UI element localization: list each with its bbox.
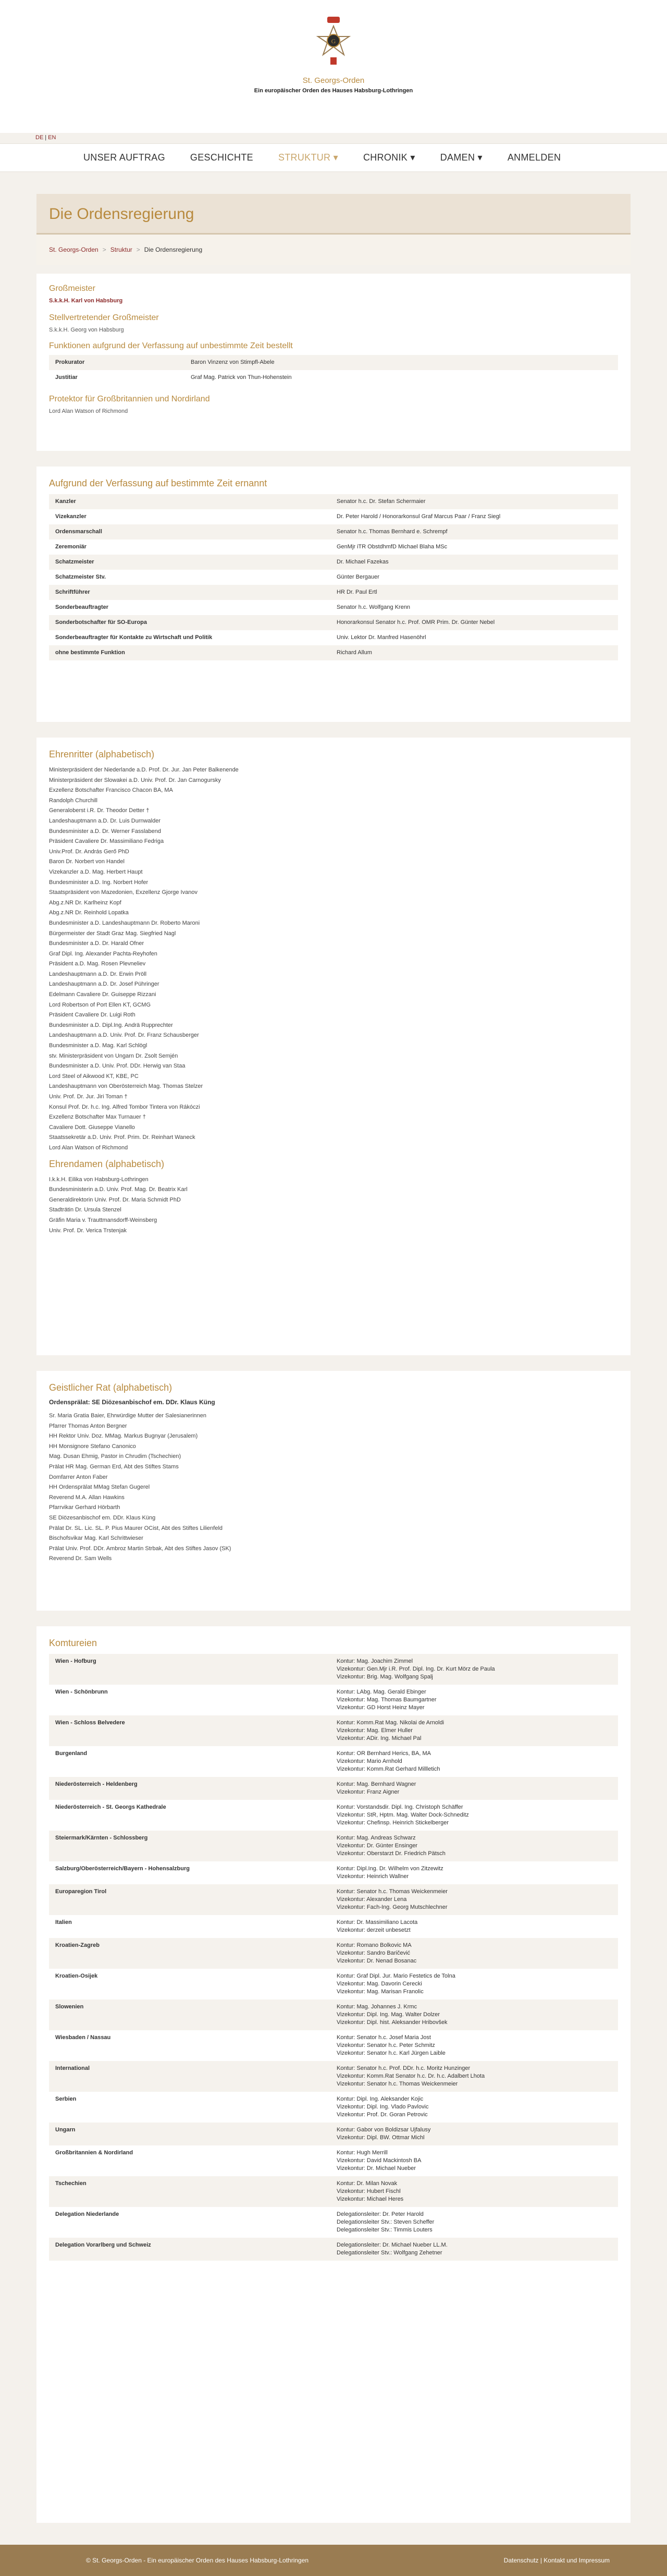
member-line: Kontur: LAbg. Mag. Gerald Ebinger [337, 1689, 426, 1695]
ordensprälat-line: Ordensprälat: SE Diözesanbischof em. DDr. Klaus Küng [49, 1399, 215, 1406]
komturei-name: Wien - Schloss Belvedere [49, 1715, 330, 1746]
list-item: Reverend Dr. Sam Wells [49, 1555, 112, 1562]
list-item: Bischofsvikar Mag. Karl Schrittwieser [49, 1535, 143, 1542]
list-item: Präsident Cavaliere Dr. Massimiliano Fedriga [49, 838, 164, 845]
table-row [49, 524, 618, 539]
member-line: Kontur: Mag. Joachim Zimmel [337, 1658, 413, 1664]
verfassung-section [36, 467, 631, 722]
komturei-members [330, 1969, 618, 2000]
table-row [49, 2092, 618, 2123]
list-item: stv. Ministerpräsident von Ungarn Dr. Zsolt Semjén [49, 1052, 178, 1059]
list-item: Vizekanzler a.D. Mag. Herbert Haupt [49, 868, 143, 875]
role-holder: Senator h.c. Thomas Bernhard e. Schrempf [330, 524, 618, 539]
list-item: Präsident Cavaliere Dr. Luigi Roth [49, 1012, 135, 1019]
table-row [49, 2030, 618, 2061]
functions-table [49, 355, 618, 385]
table-row [49, 2061, 618, 2092]
member-line: Delegationsleiter Stv.: Wolfgang Zehetner [337, 2250, 442, 2256]
table-row [49, 1715, 618, 1746]
list-item: Generaloberst i.R. Dr. Theodor Detter † [49, 807, 150, 814]
list-item: Lord Alan Watson of Richmond [49, 1144, 128, 1151]
geistlich-list [49, 1411, 618, 1564]
member-line: Vizekontur: Komm.Rat Senator h.c. Dr. h.c. Adalbert Lhota [337, 2073, 485, 2079]
member-line: Vizekontur: Mario Arnhold [337, 1758, 402, 1764]
komtureien-section [36, 1626, 631, 2523]
komturei-name: Großbritannien & Nordirland [55, 2150, 133, 2156]
geistlich-section [36, 1371, 631, 1611]
list-item: Domfarrer Anton Faber [49, 1474, 108, 1480]
member-line: Vizekontur: Brig. Mag. Wolfgang Spalj [337, 1674, 433, 1680]
list-item: I.k.k.H. Eilika von Habsburg-Lothringen [49, 1176, 149, 1183]
table-row [49, 1938, 618, 1969]
member-line: Kontur: Vorstandsdir. Dipl. Ing. Christoph Schäffer [337, 1804, 463, 1810]
role-label: Ordensmarschall [49, 524, 330, 539]
komturei-members [330, 2030, 618, 2061]
member-line: Kontur: Komm.Rat Mag. Nikolai de Arnoldi [337, 1720, 444, 1726]
list-item: Mag. Dusan Ehmig, Pastor in Chrudim (Tschechien) [49, 1453, 181, 1460]
list-item: Graf Dipl. Ing. Alexander Pachta-Reyhofen [49, 950, 157, 957]
member-line: Vizekontur: Dr. Günter Ensinger [337, 1843, 418, 1849]
list-item: Bundesministerin a.D. Univ. Prof. Mag. Dr. Beatrix Karl [49, 1186, 188, 1193]
table-row [49, 1654, 618, 1685]
grossmeister-heading: Großmeister [49, 284, 95, 293]
table-row [49, 555, 618, 570]
order-crest-logo[interactable] [307, 16, 360, 68]
member-line: Vizekontur: Dipl. Ing. Mag. Walter Dolzer [337, 2011, 440, 2018]
role-label: Justitiar [55, 374, 78, 381]
verfassung-table [49, 494, 618, 660]
komturei-name: International [49, 2061, 330, 2092]
member-line: Vizekontur: Mag. Elmer Huller [337, 1727, 413, 1734]
komturei-members [330, 2092, 618, 2123]
list-item: Lord Steel of Aikwood KT, KBE, PC [49, 1073, 139, 1080]
komturei-members [330, 2145, 618, 2176]
list-item: Landeshauptmann a.D. Dr. Luis Durnwalder [49, 817, 161, 824]
table-row [49, 2145, 618, 2176]
table-row [49, 1685, 618, 1715]
komturei-name: Delegation Vorarlberg und Schweiz [49, 2238, 330, 2261]
komturei-name: Steiermark/Kärnten - Schlossberg [49, 1831, 330, 1861]
member-line: Delegationsleiter Stv.: Steven Scheffer [337, 2219, 435, 2225]
table-row [49, 2000, 618, 2030]
komturei-name: Wien - Hofburg [49, 1654, 330, 1685]
table-row [49, 570, 618, 585]
role-label: Schatzmeister Stv. [55, 574, 106, 580]
list-item: Univ. Prof. Dr. Jur. Jiri Toman † [49, 1094, 128, 1100]
table-row [49, 615, 618, 630]
list-item: HH Ordensprälat MMag Stefan Gugerel [49, 1484, 150, 1491]
language-switcher [35, 134, 57, 141]
role-label: Schriftführer [49, 585, 330, 600]
member-line: Vizekontur: derzeit unbesetzt [337, 1927, 411, 1933]
lang-en-link[interactable]: EN [48, 134, 56, 141]
list-item: Cavaliere Dott. Giuseppe Vianello [49, 1124, 135, 1131]
deputy-name: S.k.k.H. Georg von Habsburg [49, 327, 124, 333]
list-item: HH Rektor Univ. Doz. MMag. Markus Bugnyar (Jerusalem) [49, 1433, 198, 1440]
member-line: Vizekontur: Sandro Baričević [337, 1950, 411, 1956]
footer-copyright: © St. Georgs-Orden - Ein europäischer Orden des Hauses Habsburg-Lothringen [86, 2557, 309, 2564]
member-line: Vizekontur: Franz Aigner [337, 1789, 400, 1795]
member-line: Delegationsleiter Stv.: Timmis Louters [337, 2227, 433, 2233]
komturei-name: Niederösterreich - Heldenberg [49, 1777, 330, 1800]
table-row [49, 494, 618, 509]
member-line: Vizekontur: Fach-Ing. Georg Mutschlechner [337, 1904, 448, 1910]
lang-de-link[interactable]: DE [35, 134, 44, 141]
komturei-members [330, 1800, 618, 1831]
member-line: Vizekontur: Senator h.c. Peter Schmitz [337, 2042, 435, 2048]
komturei-name: Salzburg/Oberösterreich/Bayern - Hohensalzburg [55, 1866, 190, 1872]
role-holder: Dr. Peter Harold / Honorarkonsul Graf Marcus Paar / Franz Siegl [337, 513, 501, 520]
list-item: Generaldirektorin Univ. Prof. Dr. Maria Schmidt PhD [49, 1196, 181, 1203]
member-line: Vizekontur: Hubert Fischl [337, 2188, 401, 2194]
list-item: Exzellenz Botschafter Max Turnauer † [49, 1114, 146, 1121]
role-label: Prokurator [49, 355, 184, 370]
komturei-name: Europaregion Tirol [49, 1884, 330, 1915]
member-line: Kontur: Graf Dipl. Jur. Mario Festetics de Tolna [337, 1973, 455, 1979]
nav-item[interactable]: CHRONIK ▾ [363, 152, 415, 163]
table-row [49, 585, 618, 600]
member-line: Vizekontur: Heinrich Wallner [337, 1873, 409, 1880]
member-line: Vizekontur: Senator h.c. Thomas Weickenmeier [337, 2081, 458, 2087]
verfassung-heading: Aufgrund der Verfassung auf bestimmte Zeit ernannt [49, 478, 267, 488]
lang-separator: | [45, 134, 47, 141]
list-item: Ministerpräsident der Slowakei a.D. Univ. Prof. Dr. Jan Carnogursky [49, 777, 221, 783]
protector-heading: Protektor für Großbritannien und Nordirland [49, 395, 210, 403]
role-label: Sonderbotschafter für SO-Europa [49, 615, 330, 630]
role-holder: Senator h.c. Dr. Stefan Schermaier [330, 494, 618, 509]
member-line: Vizekontur: Dipl. Ing. Vlado Pavlovic [337, 2104, 429, 2110]
komturei-members [330, 1715, 618, 1746]
member-line: Vizekontur: Dipl. BW. Ottmar Michl [337, 2135, 425, 2141]
komturei-name: Ungarn [49, 2123, 330, 2145]
member-line: Kontur: Dipl. Ing. Aleksander Kojic [337, 2096, 424, 2102]
komturei-name: Wiesbaden / Nassau [55, 2034, 111, 2041]
table-row [49, 2176, 618, 2207]
table-row [49, 539, 618, 555]
member-line: Vizekontur: Chefinsp. Heinrich Stickelberger [337, 1820, 449, 1826]
list-item: Staatssekretär a.D. Univ. Prof. Prim. Dr. Reinhart Waneck [49, 1134, 195, 1141]
table-row [49, 600, 618, 615]
komturei-name: Delegation Niederlande [55, 2211, 119, 2217]
member-line: Vizekontur: Alexander Lena [337, 1896, 407, 1903]
member-line: Kontur: Senator h.c. Prof. DDr. h.c. Moritz Hunzinger [337, 2065, 471, 2071]
role-label: Schatzmeister [49, 555, 330, 570]
member-line: Kontur: OR Bernhard Herics, BA, MA [337, 1750, 431, 1757]
grossmeister-name: S.k.k.H. Karl von Habsburg [49, 298, 123, 304]
list-item: Prälat Dr. SL. Lic. SL. P. Pius Maurer OCist, Abt des Stiftes Lilienfeld [49, 1525, 223, 1531]
list-item: Univ.Prof. Dr. András Gerő PhD [49, 848, 129, 855]
komturei-name: Tschechien [49, 2176, 330, 2207]
list-item: Pfarrer Thomas Anton Bergner [49, 1422, 127, 1429]
breadcrumb-home[interactable]: St. Georgs-Orden [49, 246, 98, 253]
list-item: Bundesminister a.D. Dipl.Ing. Andrä Rupprechter [49, 1022, 173, 1028]
functions-heading: Funktionen aufgrund der Verfassung auf unbestimmte Zeit bestellt [49, 341, 293, 350]
nav-item[interactable]: ANMELDEN [507, 152, 561, 163]
komturei-name: Slowenien [49, 2000, 330, 2030]
komturei-members [330, 2000, 618, 2030]
komturei-members [330, 2061, 618, 2092]
komturei-name: Kroatien-Osijek [55, 1973, 98, 1979]
member-line: Delegationsleiter: Dr. Michael Nueber LL.M. [337, 2242, 448, 2248]
nav-item[interactable]: UNSER AUFTRAG [83, 152, 165, 163]
komtureien-heading: Komtureien [49, 1638, 97, 1648]
komturei-members [330, 2176, 618, 2207]
list-item: Exzellenz Botschafter Francisco Chacon BA, MA [49, 787, 173, 794]
list-item: Gräfin Maria v. Trauttmansdorff-Weinsberg [49, 1217, 157, 1223]
member-line: Vizekontur: GD Horst Heinz Mayer [337, 1704, 425, 1711]
list-item: Abg.z.NR Dr. Reinhold Lopatka [49, 910, 129, 916]
member-line: Kontur: Hugh Merrill [337, 2150, 388, 2156]
role-holder: Graf Mag. Patrick von Thun-Hohenstein [191, 374, 292, 381]
list-item: Staatspräsident von Mazedonien, Exzellenz Gjorge Ivanov [49, 889, 197, 896]
role-label: Sonderbeauftragter für Kontakte zu Wirtschaft und Politik [55, 634, 213, 641]
member-line: Vizekontur: Senator h.c. Karl Jürgen Laible [337, 2050, 446, 2056]
table-row [49, 1969, 618, 2000]
role-holder: Günter Bergauer [337, 574, 379, 580]
komturei-name: Serbien [55, 2096, 77, 2102]
table-row [49, 1800, 618, 1831]
member-line: Kontur: Mag. Bernhard Wagner [337, 1781, 416, 1787]
list-item: Pfarrvikar Gerhard Hörbarth [49, 1504, 120, 1511]
nav-item[interactable]: STRUKTUR ▾ [278, 152, 338, 163]
komturei-members [330, 1915, 618, 1938]
svg-text:G: G [331, 38, 336, 45]
role-label: Sonderbeauftragter [55, 604, 109, 610]
list-item: SE Diözesanbischof em. DDr. Klaus Küng [49, 1514, 156, 1521]
page-title: Die Ordensregierung [36, 194, 631, 235]
komturei-name: Wien - Schönbrunn [55, 1689, 108, 1695]
protector-name: Lord Alan Watson of Richmond [49, 408, 128, 414]
member-line: Vizekontur: Prof. Dr. Goran Petrovic [337, 2112, 428, 2118]
ehrendamen-list [49, 1175, 618, 1236]
member-line: Vizekontur: Michael Heres [337, 2196, 404, 2202]
main-navigation [0, 143, 667, 172]
list-item: Abg.z.NR Dr. Karlheinz Kopf [49, 899, 121, 906]
breadcrumb-struktur[interactable]: Struktur [110, 246, 132, 253]
breadcrumb-current: Die Ordensregierung [144, 246, 203, 253]
komturei-members [330, 2123, 618, 2145]
member-line: Vizekontur: Dr. Nenad Bosanac [337, 1958, 417, 1964]
site-subtitle: Ein europäischer Orden des Hauses Habsburg-Lothringen [254, 88, 413, 94]
komturei-members [330, 1938, 618, 1969]
member-line: Vizekontur: Komm.Rat Gerhard Millletich [337, 1766, 440, 1772]
list-item: Konsul Prof. Dr. h.c. Ing. Alfred Tombor Tintera von Rákóczi [49, 1103, 200, 1110]
komturei-members [330, 1831, 618, 1861]
ehrenritter-heading: Ehrenritter (alphabetisch) [49, 749, 155, 759]
table-row [49, 1884, 618, 1915]
ehrendamen-heading: Ehrendamen (alphabetisch) [49, 1158, 165, 1169]
list-item: Ministerpräsident der Niederlande a.D. Prof. Dr. Jur. Jan Peter Balkenende [49, 767, 239, 773]
role-holder: Senator h.c. Wolfgang Krenn [337, 604, 411, 610]
member-line: Kontur: Mag. Andreas Schwarz [337, 1835, 416, 1841]
komturei-members [330, 1884, 618, 1915]
list-item: Landeshauptmann a.D. Univ. Prof. Dr. Franz Schausberger [49, 1032, 199, 1039]
nav-item[interactable]: DAMEN ▾ [440, 152, 483, 163]
table-row [49, 370, 618, 385]
role-label: ohne bestimmte Funktion [49, 645, 330, 660]
list-item: Bundesminister a.D. Dr. Werner Fasslabend [49, 828, 161, 835]
list-item: Landeshauptmann a.D. Dr. Erwin Pröll [49, 971, 147, 977]
table-row [49, 1746, 618, 1777]
member-line: Vizekontur: StR, Hptm. Mag. Walter Dock-Schneditz [337, 1812, 469, 1818]
geistlich-heading: Geistlicher Rat (alphabetisch) [49, 1382, 172, 1393]
member-line: Vizekontur: Gen.Mjr i.R. Prof. Dipl. Ing. Dr. Kurt Mörz de Paula [337, 1666, 495, 1672]
list-item: Lord Robertson of Port Ellen KT, GCMG [49, 1001, 151, 1008]
member-line: Vizekontur: Oberstarzt Dr. Friedrich Pätsch [337, 1850, 446, 1857]
site-title[interactable]: St. Georgs-Orden [302, 76, 365, 85]
table-row [49, 509, 618, 524]
role-holder: Baron Vinzenz von Stimpfl-Abele [184, 355, 618, 370]
table-row [49, 1861, 618, 1884]
list-item: Prälat Univ. Prof. DDr. Ambroz Martin Strbak, Abt des Stiftes Jasov (SK) [49, 1545, 231, 1552]
nav-item[interactable]: GESCHICHTE [190, 152, 253, 163]
member-line: Delegationsleiter: Dr. Peter Harold [337, 2211, 424, 2217]
role-holder: Honorarkonsul Senator h.c. Prof. OMR Prim. Dr. Günter Nebel [330, 615, 618, 630]
role-holder: GenMjr iTR ObstdhmfD Michael Blaha MSc [337, 544, 448, 550]
breadcrumb-separator: > [102, 246, 106, 253]
list-item: Bürgermeister der Stadt Graz Mag. Siegfried Nagl [49, 930, 176, 937]
breadcrumb [36, 235, 631, 265]
footer-links[interactable]: Datenschutz | Kontakt und Impressum [503, 2557, 610, 2564]
komturei-members [330, 1777, 618, 1800]
member-line: Kontur: Mag. Johannes J. Krmc [337, 2004, 417, 2010]
role-holder: Univ. Lektor Dr. Manfred Hasenöhrl [337, 634, 426, 641]
list-item: Edelmann Cavaliere Dr. Guiseppe Rizzani [49, 991, 156, 998]
member-line: Vizekontur: David Mackintosh BA [337, 2157, 422, 2164]
list-item: HH Monsignore Stefano Canonico [49, 1443, 136, 1450]
komturei-members [330, 1685, 618, 1715]
table-row [49, 1777, 618, 1800]
role-label: Kanzler [49, 494, 330, 509]
member-line: Kontur: Dr. Massimiliano Lacota [337, 1919, 418, 1925]
list-item: Baron Dr. Norbert von Handel [49, 858, 125, 865]
list-item: Reverend M.A. Allan Hawkins [49, 1494, 125, 1501]
member-line: Kontur: Dipl.Ing. Dr. Wilhelm von Zitzewitz [337, 1866, 443, 1872]
member-line: Vizekontur: Dipl. hist. Aleksander Hribovšek [337, 2019, 448, 2026]
list-item: Bundesminister a.D. Ing. Norbert Hofer [49, 879, 149, 886]
list-item: Bundesminister a.D. Univ. Prof. DDr. Herwig van Staa [49, 1063, 186, 1070]
list-item: Bundesminister a.D. Mag. Karl Schlögl [49, 1042, 147, 1049]
member-line: Kontur: Gabor von Boldizsar Ujfalusy [337, 2127, 431, 2133]
member-line: Vizekontur: Mag. Marisan Franolic [337, 1989, 424, 1995]
komturei-members [330, 1746, 618, 1777]
table-row [49, 645, 618, 660]
komturei-name: Kroatien-Zagreb [49, 1938, 330, 1969]
member-line: Kontur: Senator h.c. Josef Maria Jost [337, 2034, 431, 2041]
komturei-members [330, 1861, 618, 1884]
list-item: Prälat HR Mag. German Erd, Abt des Stiftes Stams [49, 1463, 179, 1470]
list-item: Stadträtin Dr. Ursula Stenzel [49, 1207, 121, 1213]
komturei-members [330, 2238, 618, 2261]
table-row [49, 355, 618, 370]
komturei-name: Italien [55, 1919, 72, 1925]
list-item: Univ. Prof. Dr. Verica Trstenjak [49, 1227, 127, 1234]
member-line: Vizekontur: Mag. Thomas Baumgartner [337, 1697, 437, 1703]
table-row [49, 1915, 618, 1938]
ehren-section [36, 738, 631, 1355]
ehrenritter-list [49, 765, 618, 1154]
list-item: Landeshauptmann a.D. Dr. Josef Pühringer [49, 981, 159, 988]
member-line: Kontur: Dr. Milan Novak [337, 2180, 398, 2187]
member-line: Kontur: Senator h.c. Thomas Weickenmeier [337, 1888, 448, 1895]
komturei-members [330, 1654, 618, 1685]
role-label: Vizekanzler [55, 513, 87, 520]
list-item: Randolph Churchill [49, 797, 97, 804]
role-holder: Richard Allum [330, 645, 618, 660]
grossmeister-section [36, 274, 631, 451]
deputy-heading: Stellvertretender Großmeister [49, 313, 159, 322]
list-item: Landeshauptmann von Oberösterreich Mag. Thomas Stelzer [49, 1083, 203, 1090]
list-item: Bundesminister a.D. Landeshauptmann Dr. Roberto Maroni [49, 919, 200, 926]
komtureien-table [49, 1654, 618, 2261]
komturei-name: Burgenland [55, 1750, 88, 1757]
list-item: Bundesminister a.D. Dr. Harald Ofner [49, 940, 144, 947]
member-line: Kontur: Romano Bolkovic MA [337, 1942, 412, 1948]
site-footer [0, 2545, 667, 2576]
role-holder: HR Dr. Paul Ertl [330, 585, 618, 600]
role-label: Zeremoniär [55, 544, 87, 550]
member-line: Vizekontur: Dr. Michael Nueber [337, 2165, 416, 2172]
member-line: Vizekontur: ADir. Ing. Michael Pal [337, 1735, 422, 1741]
role-holder: Dr. Michael Fazekas [330, 555, 618, 570]
list-item: Präsident a.D. Mag. Rosen Plevneliev [49, 961, 146, 967]
member-line: Vizekontur: Mag. Davorin Cerecki [337, 1981, 422, 1987]
table-row [49, 1831, 618, 1861]
komturei-name: Niederösterreich - St. Georgs Kathedrale [55, 1804, 166, 1810]
table-row [49, 2238, 618, 2261]
table-row [49, 630, 618, 645]
komturei-members [330, 2207, 618, 2238]
table-row [49, 2207, 618, 2238]
list-item: Sr. Maria Gratia Baier, Ehrwürdige Mutter der Salesianerinnen [49, 1413, 207, 1419]
site-header [0, 0, 667, 133]
table-row [49, 2123, 618, 2145]
breadcrumb-separator: > [136, 246, 140, 253]
